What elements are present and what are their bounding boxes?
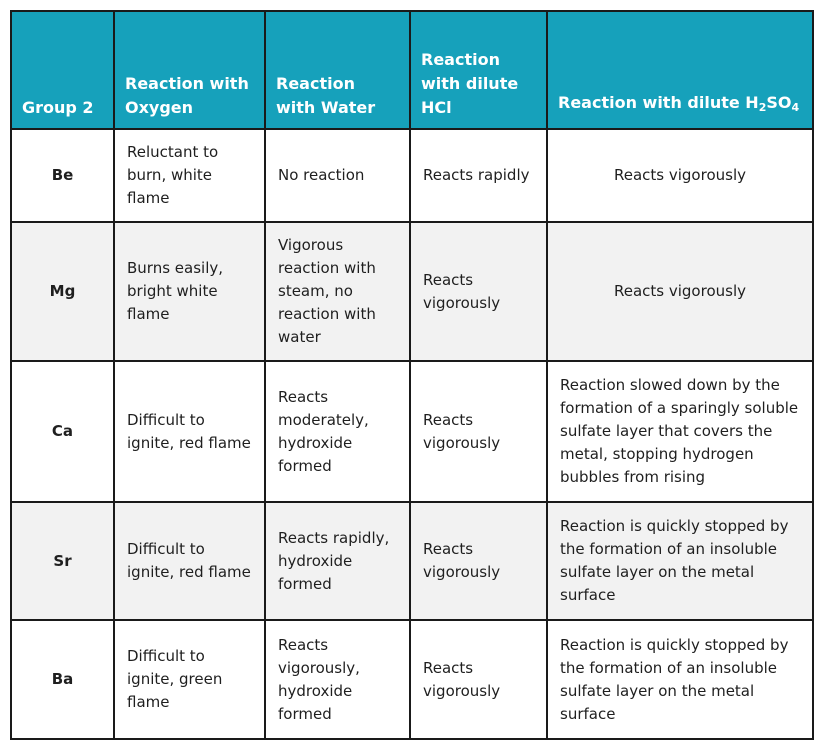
oxygen-cell: Reluctant to burn, white flame <box>114 129 265 222</box>
water-cell: No reaction <box>265 129 410 222</box>
water-cell: Vigorous reaction with steam, no reaction with water <box>265 222 410 361</box>
water-cell: Reacts vigorously, hydroxide formed <box>265 620 410 739</box>
table-row <box>11 361 813 502</box>
hcl-cell: Reacts rapidly <box>410 129 547 222</box>
oxygen-cell: Difficult to ignite, green flame <box>114 620 265 739</box>
table-row <box>11 502 813 620</box>
hcl-cell: Reacts vigorously <box>410 361 547 502</box>
header-group: Group 2 <box>11 11 114 129</box>
metal-cell: Ba <box>11 620 114 739</box>
h2so4-cell: Reaction is quickly stopped by the formation of an insoluble sulfate layer on the metal surface <box>547 620 813 739</box>
water-cell: Reacts moderately, hydroxide formed <box>265 361 410 502</box>
hcl-cell: Reacts vigorously <box>410 222 547 361</box>
hcl-cell: Reacts vigorously <box>410 620 547 739</box>
table-row <box>11 222 813 361</box>
header-oxygen: Reaction with Oxygen <box>114 11 265 129</box>
header-h2so4-sub1: 2 <box>758 101 767 114</box>
h2so4-cell: Reacts vigorously <box>547 222 813 361</box>
oxygen-cell: Difficult to ignite, red flame <box>114 502 265 620</box>
h2so4-cell: Reaction slowed down by the formation of a sparingly soluble sulfate layer that covers the metal, stopping hydrogen bubbles from rising <box>547 361 813 502</box>
metal-cell: Ca <box>11 361 114 502</box>
hcl-cell: Reacts vigorously <box>410 502 547 620</box>
header-hcl: Reaction with dilute HCl <box>410 11 547 129</box>
metal-cell: Mg <box>11 222 114 361</box>
header-row <box>11 11 813 129</box>
oxygen-cell: Burns easily, bright white flame <box>114 222 265 361</box>
metal-cell: Be <box>11 129 114 222</box>
header-water: Reaction with Water <box>265 11 410 129</box>
header-h2so4 <box>547 11 813 129</box>
metal-cell: Sr <box>11 502 114 620</box>
oxygen-cell: Difficult to ignite, red flame <box>114 361 265 502</box>
h2so4-cell: Reacts vigorously <box>547 129 813 222</box>
header-h2so4-sub2: 4 <box>791 101 800 114</box>
water-cell: Reacts rapidly, hydroxide formed <box>265 502 410 620</box>
header-h2so4-prefix: Reaction with dilute H <box>558 93 759 112</box>
h2so4-cell: Reaction is quickly stopped by the formation of an insoluble sulfate layer on the metal surface <box>547 502 813 620</box>
table-row <box>11 129 813 222</box>
table-row <box>11 620 813 739</box>
header-h2so4-mid: SO <box>766 93 792 112</box>
group2-reactions-table <box>10 10 814 740</box>
